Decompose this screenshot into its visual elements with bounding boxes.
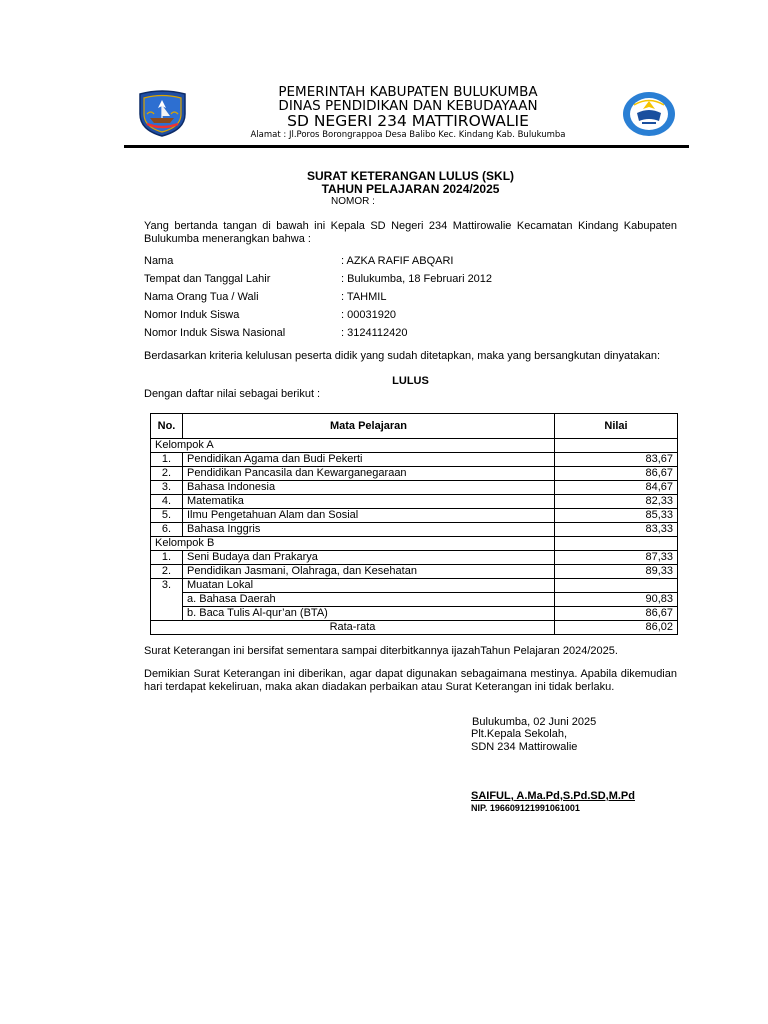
- identity-label-name: Nama: [144, 255, 174, 267]
- academic-year-title: TAHUN PELAJARAN 2024/2025: [321, 182, 500, 196]
- row-subject: Bahasa Inggris: [183, 523, 555, 537]
- signature-school: SDN 234 Mattirowalie: [471, 741, 578, 753]
- table-row: [151, 481, 678, 495]
- row-subject: Pendidikan Jasmani, Olahraga, dan Kesehatan: [183, 565, 555, 579]
- validity-statement: Surat Keterangan ini bersifat sementara sampai diterbitkannya ijazahTahun Pelajaran 2024/2025.: [144, 645, 618, 657]
- header-no: No.: [151, 414, 183, 439]
- criteria-statement: Berdasarkan kriteria kelulusan peserta didik yang sudah ditetapkan, maka yang bersangkutan dinyatakan:: [144, 350, 661, 362]
- identity-label-nisn: Nomor Induk Siswa Nasional: [144, 327, 286, 339]
- intro-paragraph: Yang bertanda tangan di bawah ini Kepala SD Negeri 234 Mattirowalie Kecamatan Kindang Kabupaten Bulukumba menerangkan bahwa :: [144, 220, 677, 245]
- average-score: 86,02: [555, 621, 678, 635]
- identity-label-birth: Tempat dan Tanggal Lahir: [144, 273, 271, 285]
- nomor-label: NOMOR :: [331, 196, 375, 207]
- identity-label-nis: Nomor Induk Siswa: [144, 309, 240, 321]
- row-subject: Bahasa Indonesia: [183, 481, 555, 495]
- row-subject: Matematika: [183, 495, 555, 509]
- row-no: 6.: [151, 523, 183, 537]
- row-subject: Pendidikan Agama dan Budi Pekerti: [183, 453, 555, 467]
- row-score: 86,67: [555, 607, 678, 621]
- row-no: 2.: [151, 565, 183, 579]
- group-b-label: Kelompok B: [151, 537, 555, 551]
- letterhead-line-1: PEMERINTAH KABUPATEN BULUKUMBA: [278, 84, 538, 100]
- grade-list-intro: Dengan daftar nilai sebagai berikut :: [144, 388, 321, 400]
- row-score: 89,33: [555, 565, 678, 579]
- table-row: [151, 579, 678, 593]
- row-score: 86,67: [555, 467, 678, 481]
- table-header-row: [151, 414, 678, 439]
- table-row: [151, 509, 678, 523]
- row-no: 4.: [151, 495, 183, 509]
- signature-place-date: Bulukumba, 02 Juni 2025: [469, 716, 597, 728]
- row-subject: a. Bahasa Daerah: [183, 593, 555, 607]
- row-subject: Seni Budaya dan Prakarya: [183, 551, 555, 565]
- row-score: 83,33: [555, 523, 678, 537]
- identity-value-nisn: : 3124112420: [341, 327, 408, 339]
- signature-role: Plt.Kepala Sekolah,: [471, 728, 568, 740]
- average-row: [151, 621, 678, 635]
- row-score: 83,67: [555, 453, 678, 467]
- row-subject: Muatan Lokal: [183, 579, 555, 593]
- row-no: 2.: [151, 467, 183, 481]
- table-row: [151, 495, 678, 509]
- table-row: [151, 523, 678, 537]
- signatory-nip: NIP. 196609121991061001: [471, 803, 580, 813]
- table-row: [151, 607, 678, 621]
- group-b-row: [151, 537, 678, 551]
- row-no: 3.: [151, 481, 183, 495]
- row-score: 84,67: [555, 481, 678, 495]
- logo-right-emblem-icon: [622, 91, 676, 137]
- header-subject: Mata Pelajaran: [183, 414, 555, 439]
- table-row: [151, 551, 678, 565]
- logo-left-crest-icon: [136, 90, 189, 137]
- table-row: [151, 593, 678, 607]
- table-row: [151, 453, 678, 467]
- row-score: 90,83: [555, 593, 678, 607]
- average-label: Rata-rata: [151, 621, 555, 635]
- row-no: 5.: [151, 509, 183, 523]
- row-no: 1.: [151, 453, 183, 467]
- identity-value-birth: : Bulukumba, 18 Februari 2012: [341, 273, 493, 285]
- table-row: [151, 467, 678, 481]
- identity-value-nis: : 00031920: [341, 309, 397, 321]
- grades-table: [150, 413, 678, 635]
- row-no: 1.: [151, 551, 183, 565]
- row-score: 87,33: [555, 551, 678, 565]
- row-subject: Pendidikan Pancasila dan Kewarganegaraan: [183, 467, 555, 481]
- closing-paragraph: Demikian Surat Keterangan ini diberikan, agar dapat digunakan sebagaimana mestinya. Apabila dikemudian hari terdapat kekeliruan, maka akan diadakan perbaikan atau Surat Keterangan ini tidak berlaku.: [144, 668, 677, 693]
- graduation-status: LULUS: [392, 375, 429, 387]
- group-a-row: [151, 439, 678, 453]
- row-subject: b. Baca Tulis Al-qur’an (BTA): [183, 607, 555, 621]
- letterhead-line-2: DINAS PENDIDIKAN DAN KEBUDAYAAN: [278, 98, 538, 114]
- letterhead-divider: [124, 145, 689, 148]
- letterhead-school-name: SD NEGERI 234 MATTIROWALIE: [287, 112, 529, 130]
- identity-value-parent: : TAHMIL: [341, 291, 387, 303]
- signatory-name: SAIFUL, A.Ma.Pd,S.Pd.SD,M.Pd: [471, 790, 635, 802]
- group-a-label: Kelompok A: [151, 439, 555, 453]
- identity-label-parent: Nama Orang Tua / Wali: [144, 291, 259, 303]
- identity-value-name: : AZKA RAFIF ABQARI: [341, 255, 454, 267]
- row-score: 85,33: [555, 509, 678, 523]
- row-subject: Ilmu Pengetahuan Alam dan Sosial: [183, 509, 555, 523]
- letterhead-address: Alamat : Jl.Poros Borongrappoa Desa Balibo Kec. Kindang Kab. Bulukumba: [250, 130, 566, 140]
- document-title: SURAT KETERANGAN LULUS (SKL): [306, 169, 515, 183]
- header-score: Nilai: [555, 414, 678, 439]
- table-row: [151, 565, 678, 579]
- row-score: 82,33: [555, 495, 678, 509]
- row-no: 3.: [151, 579, 183, 593]
